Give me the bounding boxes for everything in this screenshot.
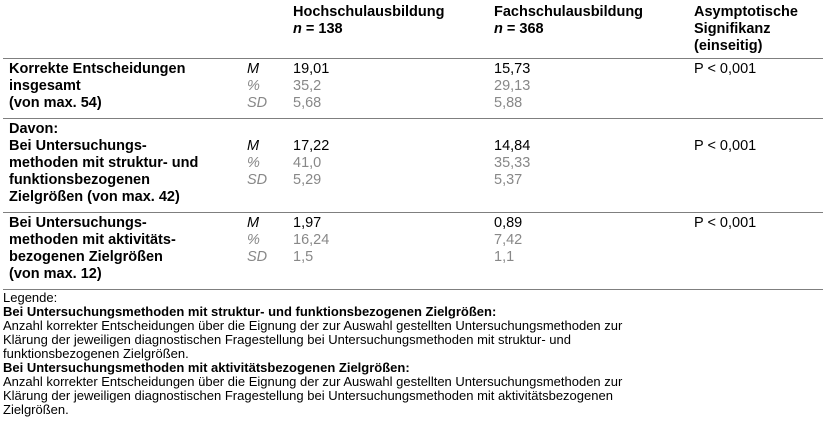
fachschule-values: 0,89 7,42 1,1 xyxy=(494,215,523,265)
header-signifikanz: Asymptotische Signifikanz (einseitig) xyxy=(694,4,798,54)
legend-text-aktivitaet: Anzahl korrekter Entscheidungen über die Eignung der zur Auswahl gestellten Untersuchungsmethoden zur Klärung der jeweiligen diagnostischen Fragestellung bei Untersuchungsmethoden mit aktivitätsbezogenen Zielgrößen. xyxy=(3,374,623,417)
hochschule-values: 19,01 35,2 5,68 xyxy=(293,61,330,111)
stat-labels: M % SD xyxy=(247,138,268,188)
stat-labels: M % SD xyxy=(247,61,268,111)
hochschule-values: 1,97 16,24 1,5 xyxy=(293,215,330,265)
fachschule-values: 14,84 35,33 5,37 xyxy=(494,138,531,188)
header-fachschule-title: Fachschulausbildung xyxy=(494,4,644,20)
table-row xyxy=(3,213,823,290)
hochschule-values: 17,22 41,0 5,29 xyxy=(293,138,330,188)
legend-title: Legende: xyxy=(3,290,58,305)
table-row xyxy=(3,59,823,119)
legend xyxy=(3,291,823,417)
signifikanz-value: P < 0,001 xyxy=(694,61,757,77)
header-hochschule-title: Hochschulausbildung xyxy=(293,4,445,20)
header-fachschule-n: n = 368 xyxy=(494,21,544,37)
results-table xyxy=(3,2,823,290)
header-fachschule xyxy=(494,4,643,38)
row-label: Davon: Bei Untersuchungs- methoden mit struktur- und funktionsbezogenen Zielgrößen (von max. 42) xyxy=(9,121,199,205)
table-row xyxy=(3,119,823,213)
legend-heading-struktur: Bei Untersuchungsmethoden mit struktur- und funktionsbezogenen Zielgrößen: xyxy=(3,304,497,319)
header-hochschule xyxy=(293,4,444,38)
signifikanz-value: P < 0,001 xyxy=(694,215,757,231)
row-label: Bei Untersuchungs- methoden mit aktivitäts- bezogenen Zielgrößen (von max. 12) xyxy=(9,215,176,282)
legend-heading-aktivitaet: Bei Untersuchungsmethoden mit aktivitätsbezogenen Zielgrößen: xyxy=(3,360,410,375)
table-header xyxy=(3,2,823,59)
fachschule-values: 15,73 29,13 5,88 xyxy=(494,61,531,111)
header-hochschule-n: n = 138 xyxy=(293,21,343,37)
stat-labels: M % SD xyxy=(247,215,268,265)
row-label: Korrekte Entscheidungen insgesamt (von max. 54) xyxy=(9,61,186,111)
signifikanz-value: P < 0,001 xyxy=(694,138,757,154)
legend-text-struktur: Anzahl korrekter Entscheidungen über die Eignung der zur Auswahl gestellten Untersuchungsmethoden zur Klärung der jeweiligen diagnostischen Fragestellung bei Untersuchungsmethoden mit struktur- und funktionsbezogenen Zielgrößen. xyxy=(3,318,623,361)
